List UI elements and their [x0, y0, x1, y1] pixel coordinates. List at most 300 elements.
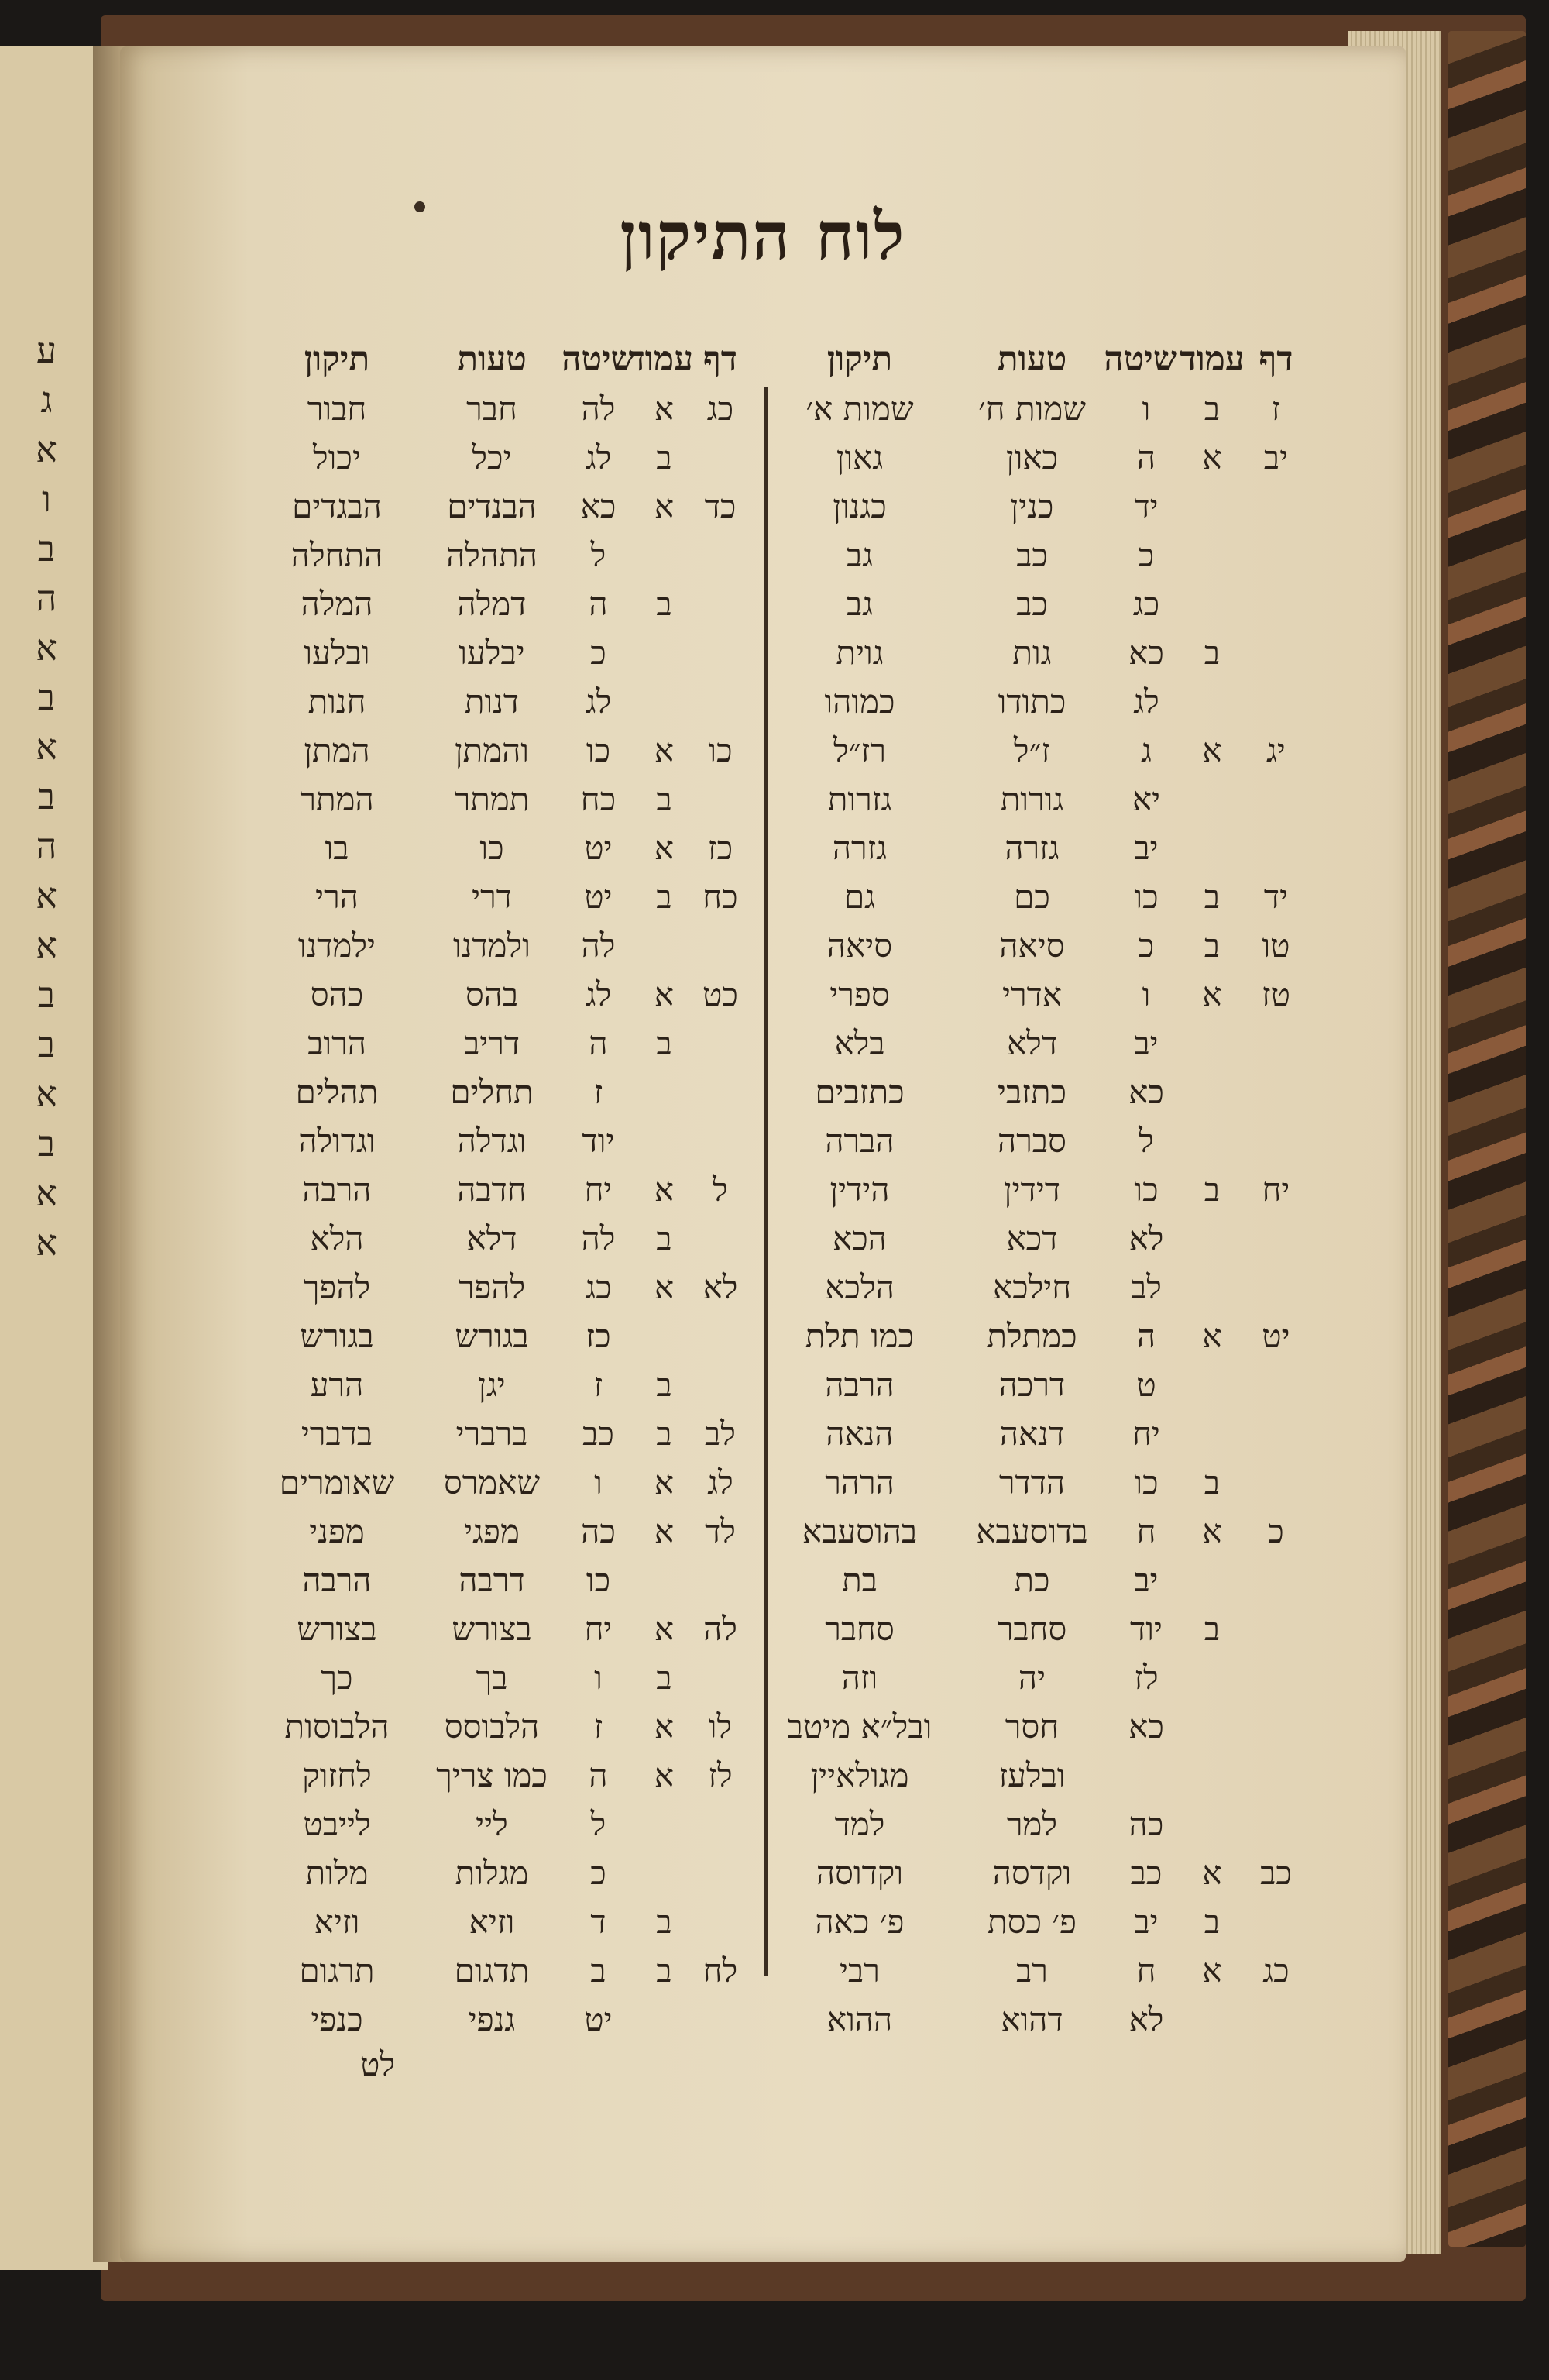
- cell-daf: לח: [702, 1951, 738, 1990]
- cell-tikun: בגורש: [300, 1316, 374, 1355]
- errata-page: [120, 46, 1406, 2262]
- cell-shita: יוד: [582, 1121, 615, 1160]
- table-row: [771, 1458, 1305, 1507]
- cell-tikun: הלא: [310, 1219, 364, 1257]
- cell-amud: א: [654, 1609, 675, 1648]
- table-row: [771, 677, 1305, 726]
- cell-amud: א: [1202, 975, 1222, 1013]
- cell-taut: ובלעז: [998, 1756, 1066, 1794]
- table-row: [252, 1116, 747, 1165]
- cell-daf: לד: [705, 1512, 736, 1550]
- cell-shita: כח: [580, 779, 617, 818]
- cell-tikun: הברה: [825, 1121, 895, 1160]
- cell-amud: ב: [656, 779, 672, 818]
- cell-daf: טז: [1261, 975, 1291, 1013]
- cell-shita: כ: [590, 633, 606, 672]
- cell-amud: ב: [656, 1219, 672, 1257]
- cell-taut: דרבה: [459, 1560, 525, 1599]
- cell-tikun: בצורש: [297, 1609, 377, 1648]
- cell-tikun: כמו תלת: [805, 1316, 915, 1355]
- table-row: [771, 1995, 1305, 2044]
- cell-shita: יב: [1134, 828, 1159, 867]
- cell-amud: ב: [1204, 389, 1221, 428]
- header-tikun: תיקון: [304, 339, 370, 379]
- cell-tikun: המתר: [300, 779, 374, 818]
- cell-taut: הבנדים: [447, 487, 537, 525]
- cell-taut: בגורש: [455, 1316, 529, 1355]
- margin-mark: ע: [36, 329, 57, 371]
- cell-shita: לג: [585, 975, 612, 1013]
- cell-daf: יט: [1262, 1316, 1290, 1355]
- cell-taut: דריב: [463, 1023, 520, 1062]
- cell-shita: ה: [589, 584, 608, 623]
- cell-amud: א: [654, 975, 675, 1013]
- table-header: [771, 333, 1305, 384]
- cell-shita: לא: [1128, 2000, 1164, 2038]
- cell-taut: שמות ח׳: [978, 389, 1086, 428]
- cell-taut: ולמדנו: [453, 926, 531, 965]
- cell-tikun: וגדולה: [298, 1121, 376, 1160]
- cell-shita: כב: [1130, 1853, 1163, 1892]
- cell-amud: א: [654, 1267, 675, 1306]
- cell-shita: לה: [581, 389, 616, 428]
- cell-tikun: לייבט: [303, 1804, 371, 1843]
- cell-taut: דלא: [466, 1219, 517, 1257]
- table-row: [771, 482, 1305, 531]
- table-row: [771, 970, 1305, 1019]
- table-row: [252, 384, 747, 433]
- margin-mark: ב: [37, 1023, 56, 1065]
- column-divider: [764, 387, 768, 1976]
- cell-amud: א: [654, 1170, 675, 1209]
- cell-daf: לו: [708, 1707, 733, 1745]
- cell-daf: כו: [708, 731, 733, 769]
- cell-daf: כג: [706, 389, 734, 428]
- cell-taut: סברה: [998, 1121, 1066, 1160]
- cell-amud: א: [654, 1756, 675, 1794]
- margin-mark: ב: [37, 1123, 56, 1164]
- cell-amud: ב: [1204, 877, 1221, 916]
- cell-tikun: הידין: [829, 1170, 890, 1209]
- cell-shita: לב: [1131, 1267, 1162, 1306]
- cell-shita: יט: [584, 877, 613, 916]
- table-row: [771, 1800, 1305, 1849]
- cell-daf: לא: [702, 1267, 738, 1306]
- left-page: [0, 46, 108, 2270]
- cell-shita: ח: [1136, 1951, 1156, 1990]
- cell-shita: ה: [1136, 438, 1156, 476]
- cell-taut: כנין: [1010, 487, 1054, 525]
- cell-amud: א: [654, 1463, 675, 1501]
- cell-shita: יב: [1134, 1560, 1159, 1599]
- cell-taut: וגדלה: [457, 1121, 527, 1160]
- table-row: [252, 1995, 747, 2044]
- cell-shita: יד: [1134, 487, 1159, 525]
- table-row: [252, 1507, 747, 1556]
- margin-mark: א: [36, 726, 57, 768]
- cell-taut: יגן: [478, 1365, 506, 1404]
- header-taut: טעות: [997, 339, 1067, 379]
- cell-daf: כט: [702, 975, 738, 1013]
- cell-taut: גורות: [1000, 779, 1064, 818]
- table-row: [252, 921, 747, 970]
- cell-shita: ח: [1136, 1512, 1156, 1550]
- table-row: [771, 1653, 1305, 1702]
- cell-tikun: למד: [834, 1804, 885, 1843]
- table-row: [252, 433, 747, 482]
- cell-amud: ב: [656, 1023, 672, 1062]
- cell-taut: תחלים: [450, 1072, 534, 1111]
- cell-tikun: כגנון: [833, 487, 887, 525]
- cell-taut: דהוא: [1001, 2000, 1063, 2038]
- cell-daf: כח: [702, 877, 738, 916]
- cell-taut: כתודו: [998, 682, 1066, 721]
- cell-amud: ב: [1204, 1902, 1221, 1941]
- cell-amud: א: [654, 828, 675, 867]
- cell-daf: כג: [1262, 1951, 1290, 1990]
- cell-taut: יבלעו: [459, 633, 525, 672]
- cell-taut: דרי: [472, 877, 512, 916]
- table-row: [252, 531, 747, 580]
- cell-taut: כו: [479, 828, 504, 867]
- table-row: [771, 1702, 1305, 1751]
- cell-tikun: כתזבים: [815, 1072, 905, 1111]
- table-row: [252, 1946, 747, 1995]
- margin-mark: ב: [37, 974, 56, 1016]
- cell-tikun: רז״ל: [833, 731, 886, 769]
- table-row: [771, 628, 1305, 677]
- cell-tikun: וזיא: [314, 1902, 360, 1941]
- cell-amud: ב: [656, 1902, 672, 1941]
- cell-taut: רב: [1016, 1951, 1048, 1990]
- cell-taut: גזרה: [1005, 828, 1060, 867]
- table-header: [252, 333, 747, 384]
- left-margin-marks: [0, 325, 93, 1875]
- table-row: [771, 531, 1305, 580]
- cell-taut: כב: [1016, 535, 1048, 574]
- cell-shita: כא: [1128, 1707, 1164, 1745]
- cell-amud: א: [1202, 1512, 1222, 1550]
- cell-taut: ז״ל: [1013, 731, 1051, 769]
- cell-taut: גנפי: [468, 2000, 516, 2038]
- cell-shita: כא: [1128, 633, 1164, 672]
- table-row: [252, 1751, 747, 1800]
- cell-shita: כא: [1128, 1072, 1164, 1111]
- cell-tikun: ובלעו: [304, 633, 370, 672]
- cell-daf: לב: [705, 1414, 736, 1453]
- cell-shita: יוד: [1130, 1609, 1163, 1648]
- cell-daf: יב: [1263, 438, 1289, 476]
- cell-shita: ל: [590, 535, 606, 574]
- margin-mark: ה: [36, 577, 57, 619]
- cell-tikun: ההוא: [826, 2000, 893, 2038]
- cell-tikun: הרוב: [307, 1023, 366, 1062]
- cell-amud: א: [654, 1512, 675, 1550]
- table-row: [771, 433, 1305, 482]
- cell-shita: ו: [1142, 975, 1151, 1013]
- cell-taut: תמתר: [454, 779, 530, 818]
- cell-shita: ה: [589, 1756, 608, 1794]
- cell-tikun: גם: [843, 877, 876, 916]
- table-row: [771, 1507, 1305, 1556]
- cell-amud: א: [1202, 438, 1222, 476]
- cell-amud: א: [1202, 1853, 1222, 1892]
- table-row: [252, 726, 747, 775]
- cell-shita: כו: [1134, 1463, 1159, 1501]
- cell-taut: הדדר: [998, 1463, 1066, 1501]
- cell-taut: וקדסה: [992, 1853, 1072, 1892]
- table-row: [252, 1556, 747, 1604]
- cell-taut: כב: [1016, 584, 1048, 623]
- cell-daf: לז: [708, 1756, 733, 1794]
- table-row: [771, 824, 1305, 872]
- table-row: [771, 1946, 1305, 1995]
- header-shita: שיטה: [562, 339, 635, 379]
- cell-shita: כג: [1132, 584, 1160, 623]
- table-row: [252, 1409, 747, 1458]
- cell-shita: כו: [1134, 877, 1159, 916]
- cell-tikun: תרגום: [299, 1951, 375, 1990]
- table-row: [252, 1897, 747, 1946]
- cell-taut: להפר: [458, 1267, 526, 1306]
- cell-taut: בך: [476, 1658, 508, 1697]
- cell-shita: יט: [584, 828, 613, 867]
- cell-taut: כמו צריך: [436, 1756, 548, 1794]
- cell-taut: מגלות: [455, 1853, 529, 1892]
- cell-shita: כ: [1138, 926, 1155, 965]
- errata-table-right: [771, 333, 1305, 2044]
- table-row: [252, 824, 747, 872]
- margin-mark: ג: [40, 379, 53, 421]
- cell-taut: חבר: [466, 389, 517, 428]
- margin-mark: ב: [37, 528, 56, 569]
- cell-tikun: גב: [846, 535, 874, 574]
- cell-tikun: הבגדים: [292, 487, 382, 525]
- cell-taut: הלבוסס: [444, 1707, 540, 1745]
- cell-amud: ב: [1204, 926, 1221, 965]
- cell-tikun: הרי: [315, 877, 359, 916]
- cell-taut: חילכא: [992, 1267, 1072, 1306]
- cell-shita: כב: [582, 1414, 614, 1453]
- cell-tikun: הרע: [310, 1365, 364, 1404]
- table-row: [771, 1312, 1305, 1360]
- cell-shita: ו: [594, 1463, 603, 1501]
- cell-shita: כו: [1134, 1170, 1159, 1209]
- cell-amud: א: [654, 487, 675, 525]
- cell-amud: ב: [656, 1414, 672, 1453]
- cell-tikun: הנאה: [826, 1414, 894, 1453]
- cell-shita: כז: [586, 1316, 611, 1355]
- cell-taut: שאמרס: [443, 1463, 541, 1501]
- cell-amud: ב: [656, 584, 672, 623]
- cell-taut: כמתלת: [987, 1316, 1077, 1355]
- table-row: [252, 872, 747, 921]
- cell-tikun: וזה: [841, 1658, 878, 1697]
- cell-amud: א: [654, 1707, 675, 1745]
- header-daf: דף: [1259, 339, 1293, 379]
- cell-taut: סחבר: [997, 1609, 1067, 1648]
- cell-shita: ז: [593, 1707, 603, 1745]
- table-row: [252, 1068, 747, 1116]
- cell-tikun: כהס: [310, 975, 364, 1013]
- cell-amud: ב: [1204, 1463, 1221, 1501]
- table-row: [252, 580, 747, 628]
- header-tikun: תיקון: [826, 339, 893, 379]
- cell-shita: יח: [584, 1609, 613, 1648]
- table-row: [252, 1360, 747, 1409]
- cell-tikun: כנפי: [311, 2000, 363, 2038]
- margin-mark: ב: [37, 676, 56, 718]
- cell-shita: יח: [584, 1170, 613, 1209]
- cell-tikun: הלכא: [825, 1267, 895, 1306]
- cell-taut: כאון: [1005, 438, 1059, 476]
- cell-shita: יט: [584, 2000, 613, 2038]
- table-row: [252, 1702, 747, 1751]
- cell-amud: א: [1202, 1951, 1222, 1990]
- cell-shita: כ: [1138, 535, 1155, 574]
- margin-mark: א: [36, 627, 57, 669]
- table-row: [771, 775, 1305, 824]
- cell-daf: ז: [1271, 389, 1281, 428]
- table-row: [771, 1897, 1305, 1946]
- cell-daf: כז: [707, 828, 733, 867]
- cell-taut: התהלה: [446, 535, 538, 574]
- table-row: [771, 921, 1305, 970]
- table-row: [252, 1214, 747, 1263]
- cell-tikun: גוית: [836, 633, 884, 672]
- cell-taut: כתזבי: [997, 1072, 1067, 1111]
- cell-taut: דכא: [1006, 1219, 1058, 1257]
- cell-shita: לג: [585, 438, 612, 476]
- cell-shita: כו: [586, 1560, 611, 1599]
- cell-shita: ט: [1136, 1365, 1156, 1404]
- cell-shita: ל: [590, 1804, 606, 1843]
- cell-tikun: מלות: [305, 1853, 369, 1892]
- cell-shita: כא: [580, 487, 617, 525]
- cell-shita: ל: [1139, 1121, 1154, 1160]
- table-row: [771, 1116, 1305, 1165]
- margin-mark: א: [36, 428, 57, 470]
- cell-tikun: תהלים: [295, 1072, 379, 1111]
- margin-mark: ב: [37, 776, 56, 817]
- cell-amud: ב: [1204, 1170, 1221, 1209]
- margin-mark: א: [36, 924, 57, 966]
- cell-taut: דרכה: [998, 1365, 1066, 1404]
- cell-tikun: כך: [321, 1658, 353, 1697]
- table-row: [252, 1165, 747, 1214]
- cell-tikun: בלא: [834, 1023, 885, 1062]
- table-row: [252, 1653, 747, 1702]
- cell-tikun: בו: [325, 828, 349, 867]
- cell-tikun: הרהר: [825, 1463, 895, 1501]
- header-taut: טעות: [457, 339, 527, 379]
- cell-shita: ז: [593, 1072, 603, 1111]
- cell-tikun: גאון: [836, 438, 884, 476]
- table-row: [252, 1800, 747, 1849]
- table-row: [252, 775, 747, 824]
- table-row: [771, 1214, 1305, 1263]
- table-row: [771, 1556, 1305, 1604]
- cell-tikun: הלבוסות: [284, 1707, 390, 1745]
- margin-mark: א: [36, 1172, 57, 1214]
- table-row: [771, 1068, 1305, 1116]
- cell-tikun: הרבה: [825, 1365, 895, 1404]
- cell-taut: והמתן: [454, 731, 530, 769]
- table-row: [771, 384, 1305, 433]
- margin-mark: ו: [42, 478, 51, 520]
- table-row: [252, 970, 747, 1019]
- cell-tikun: חבור: [307, 389, 367, 428]
- cell-taut: בצורש: [452, 1609, 532, 1648]
- margin-mark: א: [36, 1222, 57, 1264]
- cell-taut: יה: [1018, 1658, 1046, 1697]
- cell-daf: טו: [1262, 926, 1290, 965]
- cell-amud: א: [654, 389, 675, 428]
- cell-tikun: רבי: [840, 1951, 880, 1990]
- cell-tikun: וקדוסה: [816, 1853, 904, 1892]
- cell-shita: ב: [590, 1951, 606, 1990]
- cell-tikun: לחזוק: [302, 1756, 372, 1794]
- cell-shita: לה: [581, 1219, 616, 1257]
- cell-tikun: גב: [846, 584, 874, 623]
- cell-shita: ה: [1136, 1316, 1156, 1355]
- cell-amud: ב: [656, 1951, 672, 1990]
- cell-taut: גות: [1012, 633, 1052, 672]
- cell-shita: ו: [1142, 389, 1151, 428]
- cell-shita: יב: [1134, 1902, 1159, 1941]
- table-row: [771, 1849, 1305, 1897]
- cell-taut: בהס: [465, 975, 519, 1013]
- cell-tikun: כמוהו: [824, 682, 895, 721]
- cell-tikun: חנות: [307, 682, 366, 721]
- table-row: [252, 1019, 747, 1068]
- cell-amud: ב: [656, 1658, 672, 1697]
- cell-shita: כה: [1128, 1804, 1164, 1843]
- cell-tikun: בת: [842, 1560, 878, 1599]
- cell-shita: לז: [1134, 1658, 1159, 1697]
- cell-taut: וזיא: [469, 1902, 515, 1941]
- table-row: [252, 1849, 747, 1897]
- table-row: [771, 1360, 1305, 1409]
- header-daf: דף: [703, 339, 737, 379]
- cell-shita: ה: [589, 1023, 608, 1062]
- marbled-cover-edge: [1448, 31, 1526, 2247]
- cell-amud: א: [654, 731, 675, 769]
- catchword: לט: [360, 2045, 396, 2083]
- cell-amud: ב: [656, 1365, 672, 1404]
- table-row: [771, 1263, 1305, 1312]
- cell-tikun: מגולאיין: [810, 1756, 909, 1794]
- table-row: [771, 1604, 1305, 1653]
- cell-tikun: ספרי: [829, 975, 890, 1013]
- cell-amud: א: [1202, 1316, 1222, 1355]
- cell-tikun: המתן: [304, 731, 370, 769]
- table-row: [252, 1604, 747, 1653]
- cell-taut: דנות: [464, 682, 520, 721]
- cell-amud: ב: [1204, 1609, 1221, 1648]
- errata-table-left: [252, 333, 747, 2044]
- cell-taut: דמלה: [457, 584, 527, 623]
- cell-daf: כ: [1268, 1512, 1284, 1550]
- cell-daf: יד: [1263, 877, 1289, 916]
- cell-shita: ו: [594, 1658, 603, 1697]
- cell-shita: כו: [586, 731, 611, 769]
- cell-shita: יא: [1132, 779, 1161, 818]
- cell-daf: כד: [704, 487, 737, 525]
- cell-tikun: ובל״א מיטב: [787, 1707, 932, 1745]
- table-row: [252, 1263, 747, 1312]
- cell-tikun: יכול: [313, 438, 361, 476]
